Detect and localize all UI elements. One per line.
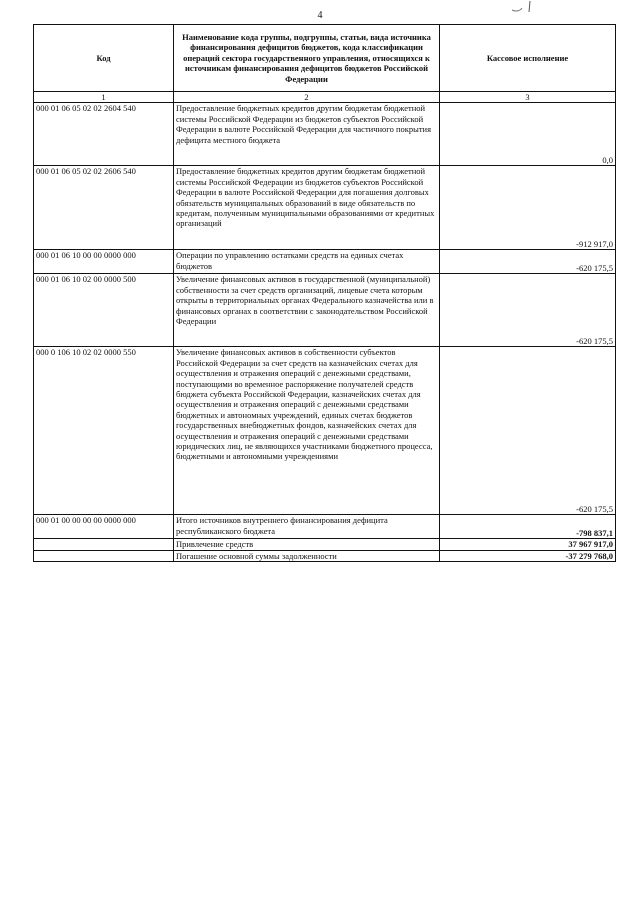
row-name: Привлечение средств <box>174 539 440 550</box>
row-code <box>34 539 174 550</box>
row-code: 000 01 06 05 02 02 2604 540 <box>34 103 174 166</box>
row-code: 000 01 06 10 00 00 0000 000 <box>34 250 174 274</box>
row-amount: -912 917,0 <box>440 166 616 250</box>
page-number: 4 <box>317 10 323 21</box>
header-name: Наименование кода группы, подгруппы, статьи, вида источника финансирования дефицитов бюджетов, кода классификации операций сектора государственного управления, относящихся к источникам финансирования дефицитов бюджетов Российской Федерации <box>174 25 440 92</box>
row-amount: -620 175,5 <box>440 274 616 347</box>
table-row <box>34 347 616 515</box>
column-number: 2 <box>174 92 440 103</box>
header-amount: Кассовое исполнение <box>440 25 616 92</box>
column-number: 3 <box>440 92 616 103</box>
column-numbers-row <box>34 92 616 103</box>
table-header-row <box>34 25 616 92</box>
row-code <box>34 550 174 561</box>
row-code: 000 0 106 10 02 02 0000 550 <box>34 347 174 515</box>
row-name: Увеличение финансовых активов в собственности субъектов Российской Федерации за счет средств на казначейских счетах для осуществления и отражения операций с денежными средствами, поступающими во временное распоряжение получателей средств бюджета субъекта Российской Федерации, казначейских счетах для осуществления и отражения операций с денежными средствами бюджетных и автономных учреждений, единых счетах бюджетов государственных внебюджетных фондов, казначейских счетах для осуществления и отражения операций с денежными средствами юридических лиц, не являющихся участниками бюджетного процесса, бюджетными и автономными учреждениями <box>174 347 440 515</box>
row-code: 000 01 06 10 02 00 0000 500 <box>34 274 174 347</box>
row-name: Предоставление бюджетных кредитов другим бюджетам бюджетной системы Российской Федерации из бюджетов субъектов Российской Федерации в валюте Российской Федерации для погашения долговых обязательств муниципальных образований в виде обязательств по кредитам, полученным муниципальными образованиями от кредитных организаций <box>174 166 440 250</box>
table-row <box>34 550 616 561</box>
row-code: 000 01 00 00 00 00 0000 000 <box>34 515 174 539</box>
row-amount: -798 837,1 <box>440 515 616 539</box>
table-row <box>34 250 616 274</box>
row-amount: -620 175,5 <box>440 347 616 515</box>
table-row <box>34 274 616 347</box>
row-name: Увеличение финансовых активов в государственной (муниципальной) собственности за счет средств организаций, лицевые счета которым открыты в территориальных органах Федерального казначейства или в финансовых органах в соответствии с законодательством Российской Федерации <box>174 274 440 347</box>
row-code: 000 01 06 05 02 02 2606 540 <box>34 166 174 250</box>
row-amount: 0,0 <box>440 103 616 166</box>
row-name: Предоставление бюджетных кредитов другим бюджетам бюджетной системы Российской Федерации из бюджетов субъектов Российской Федерации в валюте Российской Федерации для частичного покрытия дефицита местного бюджета <box>174 103 440 166</box>
row-name: Погашение основной суммы задолженности <box>174 550 440 561</box>
row-name: Операции по управлению остатками средств на единых счетах бюджетов <box>174 250 440 274</box>
table-row <box>34 166 616 250</box>
financing-sources-table <box>33 24 616 562</box>
table-row <box>34 515 616 539</box>
row-name: Итого источников внутреннего финансирования дефицита республиканского бюджета <box>174 515 440 539</box>
column-number: 1 <box>34 92 174 103</box>
handwritten-mark-icon <box>508 0 538 14</box>
table-row <box>34 103 616 166</box>
table-row <box>34 539 616 550</box>
header-code: Код <box>34 25 174 92</box>
row-amount: -620 175,5 <box>440 250 616 274</box>
row-amount: 37 967 917,0 <box>440 539 616 550</box>
row-amount: -37 279 768,0 <box>440 550 616 561</box>
